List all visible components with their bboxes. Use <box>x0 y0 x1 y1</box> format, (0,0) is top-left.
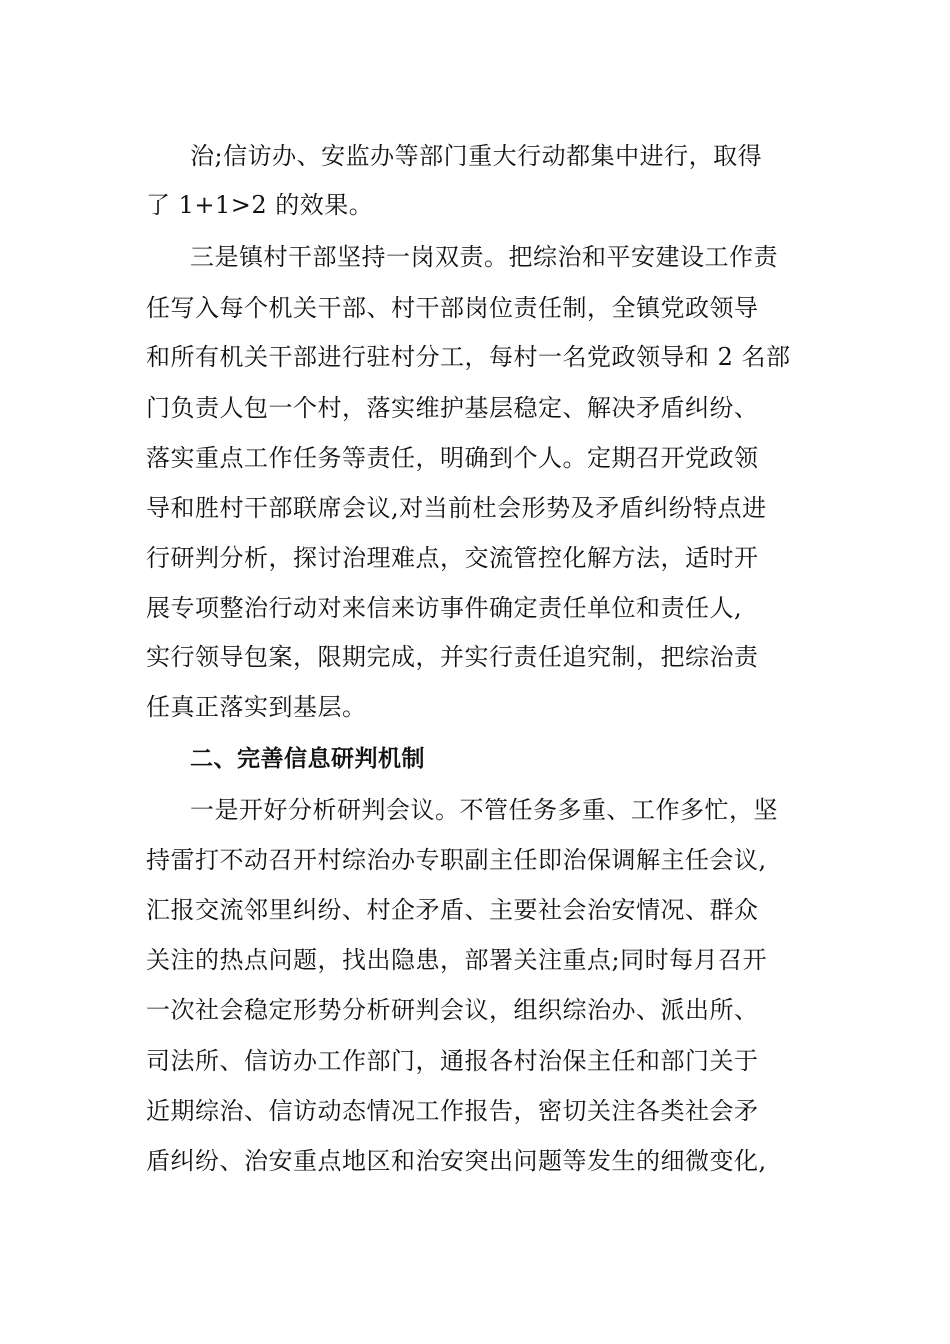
section-heading: 二、完善信息研判机制 <box>190 746 425 772</box>
paragraph-line: 门负责人包一个村，落实维护基层稳定、解决矛盾纠纷、 <box>146 394 759 422</box>
paragraph-line: 了 1+1>2 的效果。 <box>146 191 374 219</box>
paragraph-line: 导和胜村干部联席会议,对当前杜会形势及矛盾纠纷特点进 <box>146 494 767 522</box>
paragraph-line: 和所有机关干部进行驻村分工，每村一名党政领导和 2 名部 <box>146 343 791 371</box>
paragraph-line: 司法所、信访办工作部门，通报各村治保主任和部门关于 <box>146 1047 759 1075</box>
paragraph-line: 展专项整治行动对来信来访事件确定责任单位和责任人, <box>146 594 743 622</box>
paragraph-line: 汇报交流邻里纠纷、村企矛盾、主要社会治安情况、群众 <box>146 896 759 924</box>
paragraph-line: 治;信访办、安监办等部门重大行动都集中进行，取得 <box>190 142 763 170</box>
paragraph-line: 实行领导包案，限期完成，并实行责任追究制，把综治责 <box>146 643 759 671</box>
paragraph-line: 一次社会稳定形势分析研判会议，组织综治办、派出所、 <box>146 996 759 1024</box>
paragraph-line: 关注的热点问题，找出隐患，部署关注重点;同时每月召开 <box>146 946 768 974</box>
paragraph-line: 任真正落实到基层。 <box>146 693 367 721</box>
paragraph-line: 任写入每个机关干部、村干部岗位责任制，全镇党政领导 <box>146 294 759 322</box>
paragraph-line: 持雷打不动召开村综治办专职副主任即治保调解主任会议, <box>146 846 767 874</box>
paragraph-line: 近期综治、信访动态情况工作报告，密切关注各类社会矛 <box>146 1097 759 1125</box>
paragraph-line: 行研判分析，探讨治理难点，交流管控化解方法，适时开 <box>146 544 759 572</box>
paragraph-line: 落实重点工作任务等责任，明确到个人。定期召开党政领 <box>146 444 759 472</box>
paragraph-line: 盾纠纷、治安重点地区和治安突出问题等发生的细微变化, <box>146 1147 767 1175</box>
paragraph-line: 一是开好分析研判会议。不管任务多重、工作多忙，坚 <box>190 796 778 824</box>
paragraph-line: 三是镇村干部坚持一岗双责。把综治和平安建设工作责 <box>190 243 778 271</box>
